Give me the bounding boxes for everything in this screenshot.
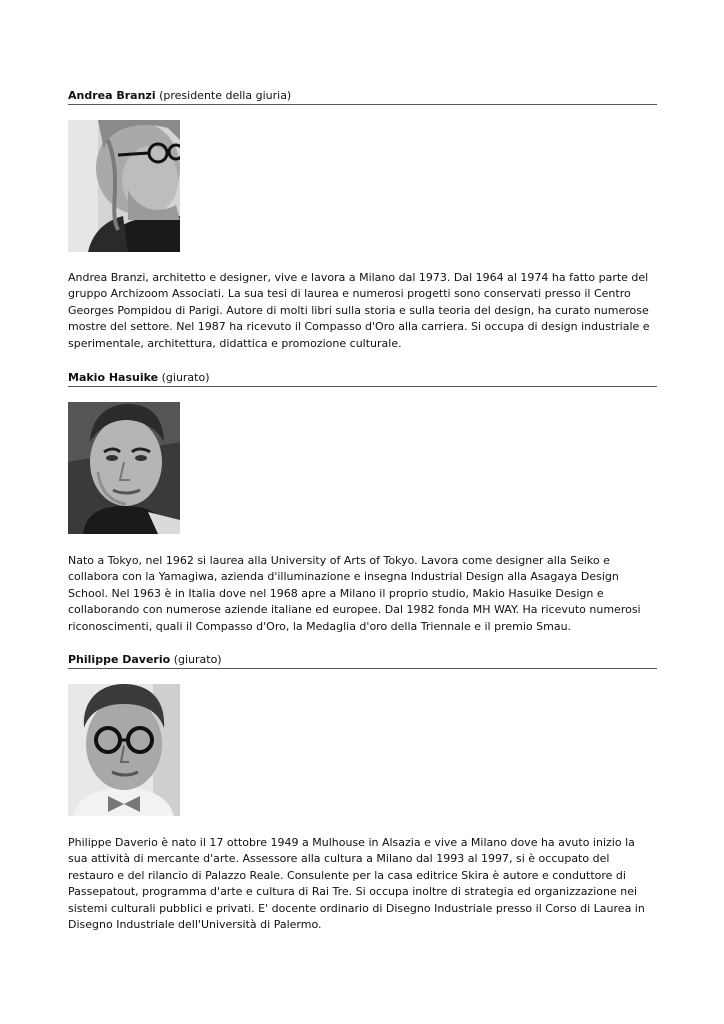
member-photo: [68, 684, 180, 816]
jury-member-branzi: [68, 89, 657, 105]
member-heading: [68, 371, 657, 387]
member-name: Andrea Branzi: [68, 89, 156, 102]
member-bio: Nato a Tokyo, nel 1962 si laurea alla University of Arts of Tokyo. Lavora come designer alla Seiko e collabora con la Yamagiwa, azienda d'illuminazione e insegna Industrial Design alla Asagaya Design School. Nel 1963 è in Italia dove nel 1968 apre a Milano il proprio studio, Makio Hasuike Design e collaborando con numerose aziende italiane ed europee. Dal 1982 fonda MH WAY. Ha ricevuto numerosi riconoscimenti, quali il Compasso d'Oro, la Medaglia d'oro della Triennale e il premio Smau.: [68, 554, 641, 633]
member-role: (giurato): [161, 371, 210, 384]
member-role: (presidente della giuria): [159, 89, 292, 102]
member-name: Makio Hasuike: [68, 371, 159, 384]
member-photo: [68, 402, 180, 534]
member-bio: Andrea Branzi, architetto e designer, vive e lavora a Milano dal 1973. Dal 1964 al 1974 ha fatto parte del gruppo Archizoom Associati. La sua tesi di laurea e numerosi progetti sono conservati presso il Centro Georges Pompidou di Parigi. Autore di molti libri sulla storia e sulla teoria del design, ha curato numerose mostre del settore. Nel 1987 ha ricevuto il Compasso d'Oro alla carriera. Si occupa di design industriale e sperimentale, architettura, didattica e promozione culturale.: [68, 271, 650, 350]
portrait-photo-daverio: [68, 684, 180, 816]
member-heading: [68, 89, 657, 105]
jury-member-hasuike: [68, 371, 657, 387]
portrait-photo-hasuike: [68, 402, 180, 534]
portrait-photo-branzi: [68, 120, 180, 252]
member-bio: Philippe Daverio è nato il 17 ottobre 1949 a Mulhouse in Alsazia e vive a Milano dove ha avuto inizio la sua attività di mercante d'arte. Assessore alla cultura a Milano dal 1993 al 1997, si è occupato del restauro e del rilancio di Palazzo Reale. Consulente per la casa editrice Skira è autore e conduttore di Passepatout, programma d'arte e cultura di Rai Tre. Si occupa inoltre di strategia ed organizzazione nei sistemi culturali pubblici e privati. E' docente ordinario di Disegno Industriale presso il Corso di Laurea in Disegno Industriale dell'Università di Palermo.: [68, 836, 645, 932]
member-heading: [68, 653, 657, 669]
member-photo: [68, 120, 180, 252]
member-name: Philippe Daverio: [68, 653, 171, 666]
member-role: (giurato): [173, 653, 222, 666]
jury-member-daverio: [68, 653, 657, 669]
